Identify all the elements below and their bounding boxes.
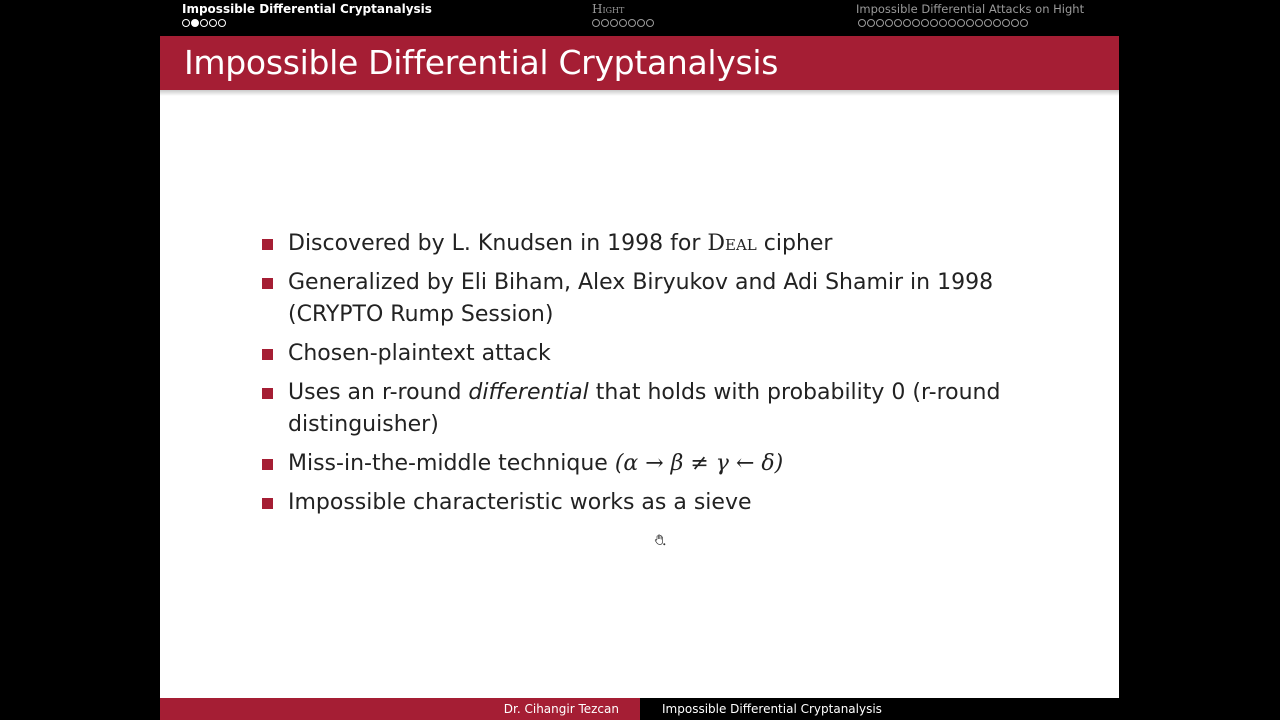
nav-dot[interactable]	[948, 19, 956, 27]
nav-dot[interactable]	[975, 19, 983, 27]
bullet-square-icon	[262, 239, 273, 250]
nav-dot[interactable]	[894, 19, 902, 27]
bullet-square-icon	[262, 459, 273, 470]
nav-dot[interactable]	[930, 19, 938, 27]
footer	[160, 698, 1119, 720]
nav-dot[interactable]	[984, 19, 992, 27]
bullet-text: Discovered by L. Knudsen in 1998 for	[288, 231, 708, 256]
nav-dot[interactable]	[592, 19, 600, 27]
nav-dots-section-2[interactable]	[592, 19, 654, 27]
bullet-text: that holds with probability 0 (r-round distinguisher)	[288, 380, 1001, 437]
nav-section-impossible-differential[interactable]: Impossible Differential Cryptanalysis	[182, 2, 432, 16]
nav-section-attacks-on-hight[interactable]: Impossible Differential Attacks on Hight	[856, 2, 1085, 16]
title-bar	[160, 36, 1119, 90]
nav-dot[interactable]	[858, 19, 866, 27]
nav-dot[interactable]	[1002, 19, 1010, 27]
footer-short-title: Impossible Differential Cryptanalysis	[640, 698, 1119, 720]
nav-dot[interactable]	[957, 19, 965, 27]
nav-dot[interactable]	[867, 19, 875, 27]
emphasis-text: differential	[468, 380, 589, 405]
nav-dot[interactable]	[182, 19, 190, 27]
cipher-name: Deal	[707, 231, 757, 256]
bullet-item-chosen-plaintext	[262, 338, 1042, 370]
nav-dot[interactable]	[646, 19, 654, 27]
nav-section-hight[interactable]: Hight	[592, 2, 625, 16]
bullet-item-miss-in-the-middle	[262, 448, 1042, 480]
nav-dot-current[interactable]	[191, 19, 199, 27]
slide-title: Impossible Differential Cryptanalysis	[184, 43, 779, 82]
nav-dots-section-1[interactable]	[182, 19, 226, 27]
nav-dot[interactable]	[200, 19, 208, 27]
title-shadow	[160, 90, 1119, 96]
hand-cursor-icon	[654, 534, 666, 546]
nav-dots-section-3[interactable]	[858, 19, 1028, 27]
nav-dot[interactable]	[610, 19, 618, 27]
bullet-text: Uses an r-round	[288, 380, 469, 405]
nav-dot[interactable]	[1020, 19, 1028, 27]
bullet-item-generalized	[262, 267, 1042, 331]
bullet-square-icon	[262, 349, 273, 360]
nav-dot[interactable]	[921, 19, 929, 27]
bullet-text: cipher	[756, 231, 833, 256]
bullet-text: Miss-in-the-middle technique	[288, 451, 615, 476]
bullet-item-sieve	[262, 487, 1042, 519]
nav-dot[interactable]	[1011, 19, 1019, 27]
bullet-square-icon	[262, 498, 273, 509]
nav-dot[interactable]	[966, 19, 974, 27]
nav-dot[interactable]	[601, 19, 609, 27]
slide	[160, 0, 1119, 720]
section-navigation	[160, 0, 1119, 36]
nav-dot[interactable]	[993, 19, 1001, 27]
nav-dot[interactable]	[939, 19, 947, 27]
bullet-item-differential	[262, 377, 1042, 441]
bullet-text: Impossible characteristic works as a sieve	[288, 490, 752, 515]
bullet-square-icon	[262, 388, 273, 399]
nav-dot[interactable]	[903, 19, 911, 27]
nav-dot[interactable]	[876, 19, 884, 27]
bullet-item-discovery	[262, 228, 1042, 260]
bullet-text: Chosen-plaintext attack	[288, 341, 551, 366]
bullet-square-icon	[262, 278, 273, 289]
nav-dot[interactable]	[637, 19, 645, 27]
nav-dot[interactable]	[209, 19, 217, 27]
nav-dot[interactable]	[912, 19, 920, 27]
bullet-list	[262, 228, 1042, 526]
bullet-text: Generalized by Eli Biham, Alex Biryukov and Adi Shamir in 1998 (CRYPTO Rump Session)	[288, 270, 994, 327]
math-expression: (α → β ≠ γ ← δ)	[614, 451, 784, 476]
nav-dot[interactable]	[218, 19, 226, 27]
nav-dot[interactable]	[628, 19, 636, 27]
footer-author: Dr. Cihangir Tezcan	[160, 698, 640, 720]
nav-dot[interactable]	[885, 19, 893, 27]
nav-dot[interactable]	[619, 19, 627, 27]
